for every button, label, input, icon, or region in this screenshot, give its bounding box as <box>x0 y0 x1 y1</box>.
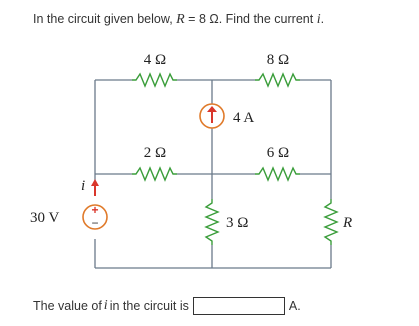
answer-label-suffix: in the circuit is <box>109 299 189 313</box>
voltage-source <box>83 203 107 230</box>
resistor-8-ohm <box>255 74 300 86</box>
label-voltage-source: 30 V <box>30 210 60 226</box>
label-r-top-left: 4 Ω <box>143 52 167 68</box>
i-symbol: i <box>316 12 321 27</box>
question-suffix: . <box>320 12 325 26</box>
label-r-vertical-right: R <box>343 215 353 231</box>
resistor-2-ohm <box>132 168 177 180</box>
answer-label-prefix: The value of <box>33 299 102 313</box>
label-r-mid-left: 2 Ω <box>143 145 167 161</box>
label-r-mid-right: 6 Ω <box>266 145 290 161</box>
current-source <box>200 104 224 128</box>
question-r-value: = 8 Ω. Find the current <box>184 12 317 26</box>
answer-input[interactable] <box>193 297 285 315</box>
resistor-r <box>325 199 337 245</box>
resistor-4-ohm <box>132 74 177 86</box>
label-current-i: i <box>81 178 86 194</box>
voltage-plus-sign: + <box>91 203 99 217</box>
resistor-3-ohm <box>206 199 218 245</box>
question-prefix: In the circuit given below, <box>33 12 177 26</box>
answer-i-symbol: i <box>103 298 108 313</box>
voltage-minus-sign: − <box>91 216 99 230</box>
answer-row <box>33 297 301 315</box>
resistor-6-ohm <box>255 168 300 180</box>
label-r-vertical-center: 3 Ω <box>226 215 249 231</box>
answer-unit: A. <box>288 299 301 313</box>
label-r-top-right: 8 Ω <box>266 52 290 68</box>
r-symbol: R <box>176 12 185 27</box>
label-current-source: 4 A <box>233 110 255 126</box>
